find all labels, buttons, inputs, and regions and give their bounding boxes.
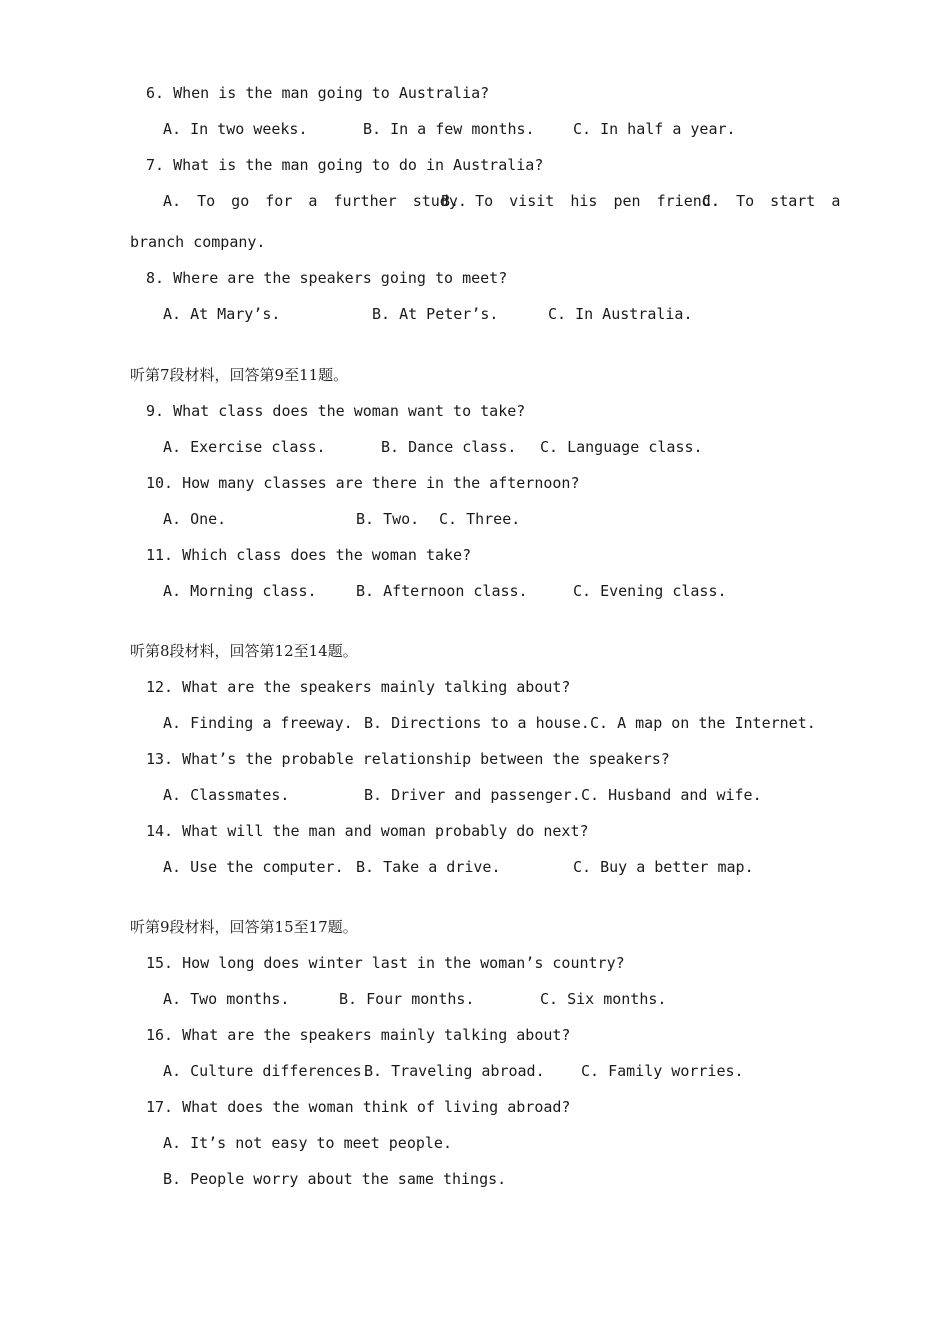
question-17-option-a: A. It’s not easy to meet people. xyxy=(163,1134,452,1152)
question-9-option-a: A. Exercise class. xyxy=(163,438,326,456)
question-12-stem: 12. What are the speakers mainly talking about? xyxy=(146,678,571,696)
question-15-option-b: B. Four months. xyxy=(339,990,475,1008)
question-12-option-c: C. A map on the Internet. xyxy=(590,714,816,732)
question-8-option-c: C. In Australia. xyxy=(548,305,693,323)
question-12-option-b: B. Directions to a house. xyxy=(364,714,590,732)
section-8-heading: 听第8段材料，回答第12至14题。 xyxy=(130,642,358,660)
question-13-option-c: C. Husband and wife. xyxy=(581,786,762,804)
question-8-option-a: A. At Mary’s. xyxy=(163,305,281,323)
question-6-option-c: C. In half a year. xyxy=(573,120,736,138)
question-10-stem: 10. How many classes are there in the afternoon? xyxy=(146,474,580,492)
question-12-option-a: A. Finding a freeway. xyxy=(163,714,353,732)
question-6-option-a: A. In two weeks. xyxy=(163,120,308,138)
question-15-stem: 15. How long does winter last in the woman’s country? xyxy=(146,954,625,972)
question-11-option-c: C. Evening class. xyxy=(573,582,727,600)
question-9-stem: 9. What class does the woman want to take? xyxy=(146,402,526,420)
question-6-stem: 6. When is the man going to Australia? xyxy=(146,84,490,102)
question-10-option-b: B. Two. xyxy=(356,510,420,528)
question-8-option-b: B. At Peter’s. xyxy=(372,305,499,323)
question-17-stem: 17. What does the woman think of living abroad? xyxy=(146,1098,571,1116)
question-10-option-a: A. One. xyxy=(163,510,227,528)
question-16-option-c: C. Family worries. xyxy=(581,1062,744,1080)
question-17-option-b: B. People worry about the same things. xyxy=(163,1170,507,1188)
question-14-option-c: C. Buy a better map. xyxy=(573,858,754,876)
question-7-option-b: B. To visit his pen friend. xyxy=(441,192,720,210)
question-11-option-b: B. Afternoon class. xyxy=(356,582,528,600)
question-16-stem: 16. What are the speakers mainly talking about? xyxy=(146,1026,571,1044)
question-9-option-b: B. Dance class. xyxy=(381,438,517,456)
question-7-option-a: A. To go for a further study. xyxy=(163,192,467,210)
question-14-stem: 14. What will the man and woman probably do next? xyxy=(146,822,589,840)
question-15-option-a: A. Two months. xyxy=(163,990,290,1008)
question-13-stem: 13. What’s the probable relationship between the speakers? xyxy=(146,750,670,768)
question-10-option-c: C. Three. xyxy=(439,510,521,528)
section-9-heading: 听第9段材料，回答第15至17题。 xyxy=(130,918,358,936)
question-16-option-b: B. Traveling abroad. xyxy=(364,1062,545,1080)
question-14-option-b: B. Take a drive. xyxy=(356,858,501,876)
question-9-option-c: C. Language class. xyxy=(540,438,703,456)
question-13-option-b: B. Driver and passenger. xyxy=(364,786,581,804)
section-7-heading: 听第7段材料，回答第9至11题。 xyxy=(130,366,349,384)
question-14-option-a: A. Use the computer. xyxy=(163,858,344,876)
question-16-option-a: A. Culture differences. xyxy=(163,1062,371,1080)
question-7-option-c: C. To start a xyxy=(702,192,841,210)
question-7-stem: 7. What is the man going to do in Australia? xyxy=(146,156,544,174)
question-7-option-c-continued: branch company. xyxy=(130,233,266,251)
question-15-option-c: C. Six months. xyxy=(540,990,667,1008)
question-11-stem: 11. Which class does the woman take? xyxy=(146,546,472,564)
question-13-option-a: A. Classmates. xyxy=(163,786,290,804)
question-11-option-a: A. Morning class. xyxy=(163,582,317,600)
question-6-option-b: B. In a few months. xyxy=(363,120,535,138)
question-8-stem: 8. Where are the speakers going to meet? xyxy=(146,269,508,287)
